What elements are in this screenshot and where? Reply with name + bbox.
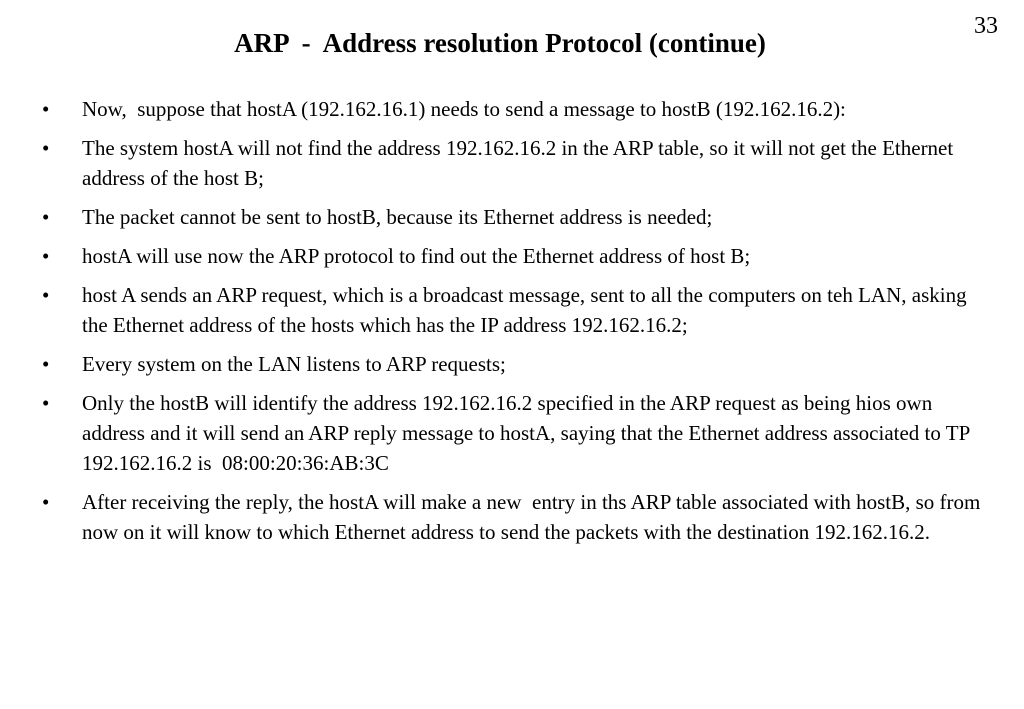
slide-number: 33	[974, 13, 998, 39]
bullet-item	[42, 94, 982, 124]
bullet-dot-icon: •	[42, 352, 50, 376]
bullet-dot-icon: •	[42, 97, 50, 121]
bullet-item	[42, 349, 982, 379]
bullet-dot-icon: •	[42, 283, 50, 307]
slide-title: ARP - Address resolution Protocol (continue)	[234, 28, 766, 58]
bullet-text: The system hostA will not find the address 192.162.16.2 in the ARP table, so it will not get the Ethernet address of the host B;	[82, 136, 959, 190]
bullet-text: host A sends an ARP request, which is a broadcast message, sent to all the computers on teh LAN, asking the Ethernet address of the hosts which has the IP address 192.162.16.2;	[82, 283, 972, 337]
bullet-item	[42, 241, 982, 271]
bullet-text: Every system on the LAN listens to ARP requests;	[82, 352, 506, 376]
bullet-dot-icon: •	[42, 244, 50, 268]
bullet-text: Now, suppose that hostA (192.162.16.1) needs to send a message to hostB (192.162.16.2):	[82, 97, 846, 121]
bullet-item	[42, 202, 982, 232]
bullet-dot-icon: •	[42, 205, 50, 229]
bullet-text: The packet cannot be sent to hostB, because its Ethernet address is needed;	[82, 205, 713, 229]
bullet-dot-icon: •	[42, 490, 50, 514]
bullet-dot-icon: •	[42, 136, 50, 160]
bullet-item	[42, 388, 982, 478]
bullet-item	[42, 487, 986, 547]
bullet-text: After receiving the reply, the hostA will make a new entry in ths ARP table associated with hostB, so from now on it will know to which Ethernet address to send the packets with the destination 192.162.16.2.	[82, 490, 986, 544]
bullet-text: Only the hostB will identify the address 192.162.16.2 specified in the ARP request as being hios own address and it will send an ARP reply message to hostA, saying that the Ethernet address associated to TP 192.162.16.2 is 08:00:20:36:AB:3C	[82, 391, 975, 475]
bullet-item	[42, 133, 982, 193]
bullet-item	[42, 280, 982, 340]
bullet-dot-icon: •	[42, 391, 50, 415]
bullet-text: hostA will use now the ARP protocol to find out the Ethernet address of host B;	[82, 244, 751, 268]
bullet-list	[42, 94, 986, 556]
